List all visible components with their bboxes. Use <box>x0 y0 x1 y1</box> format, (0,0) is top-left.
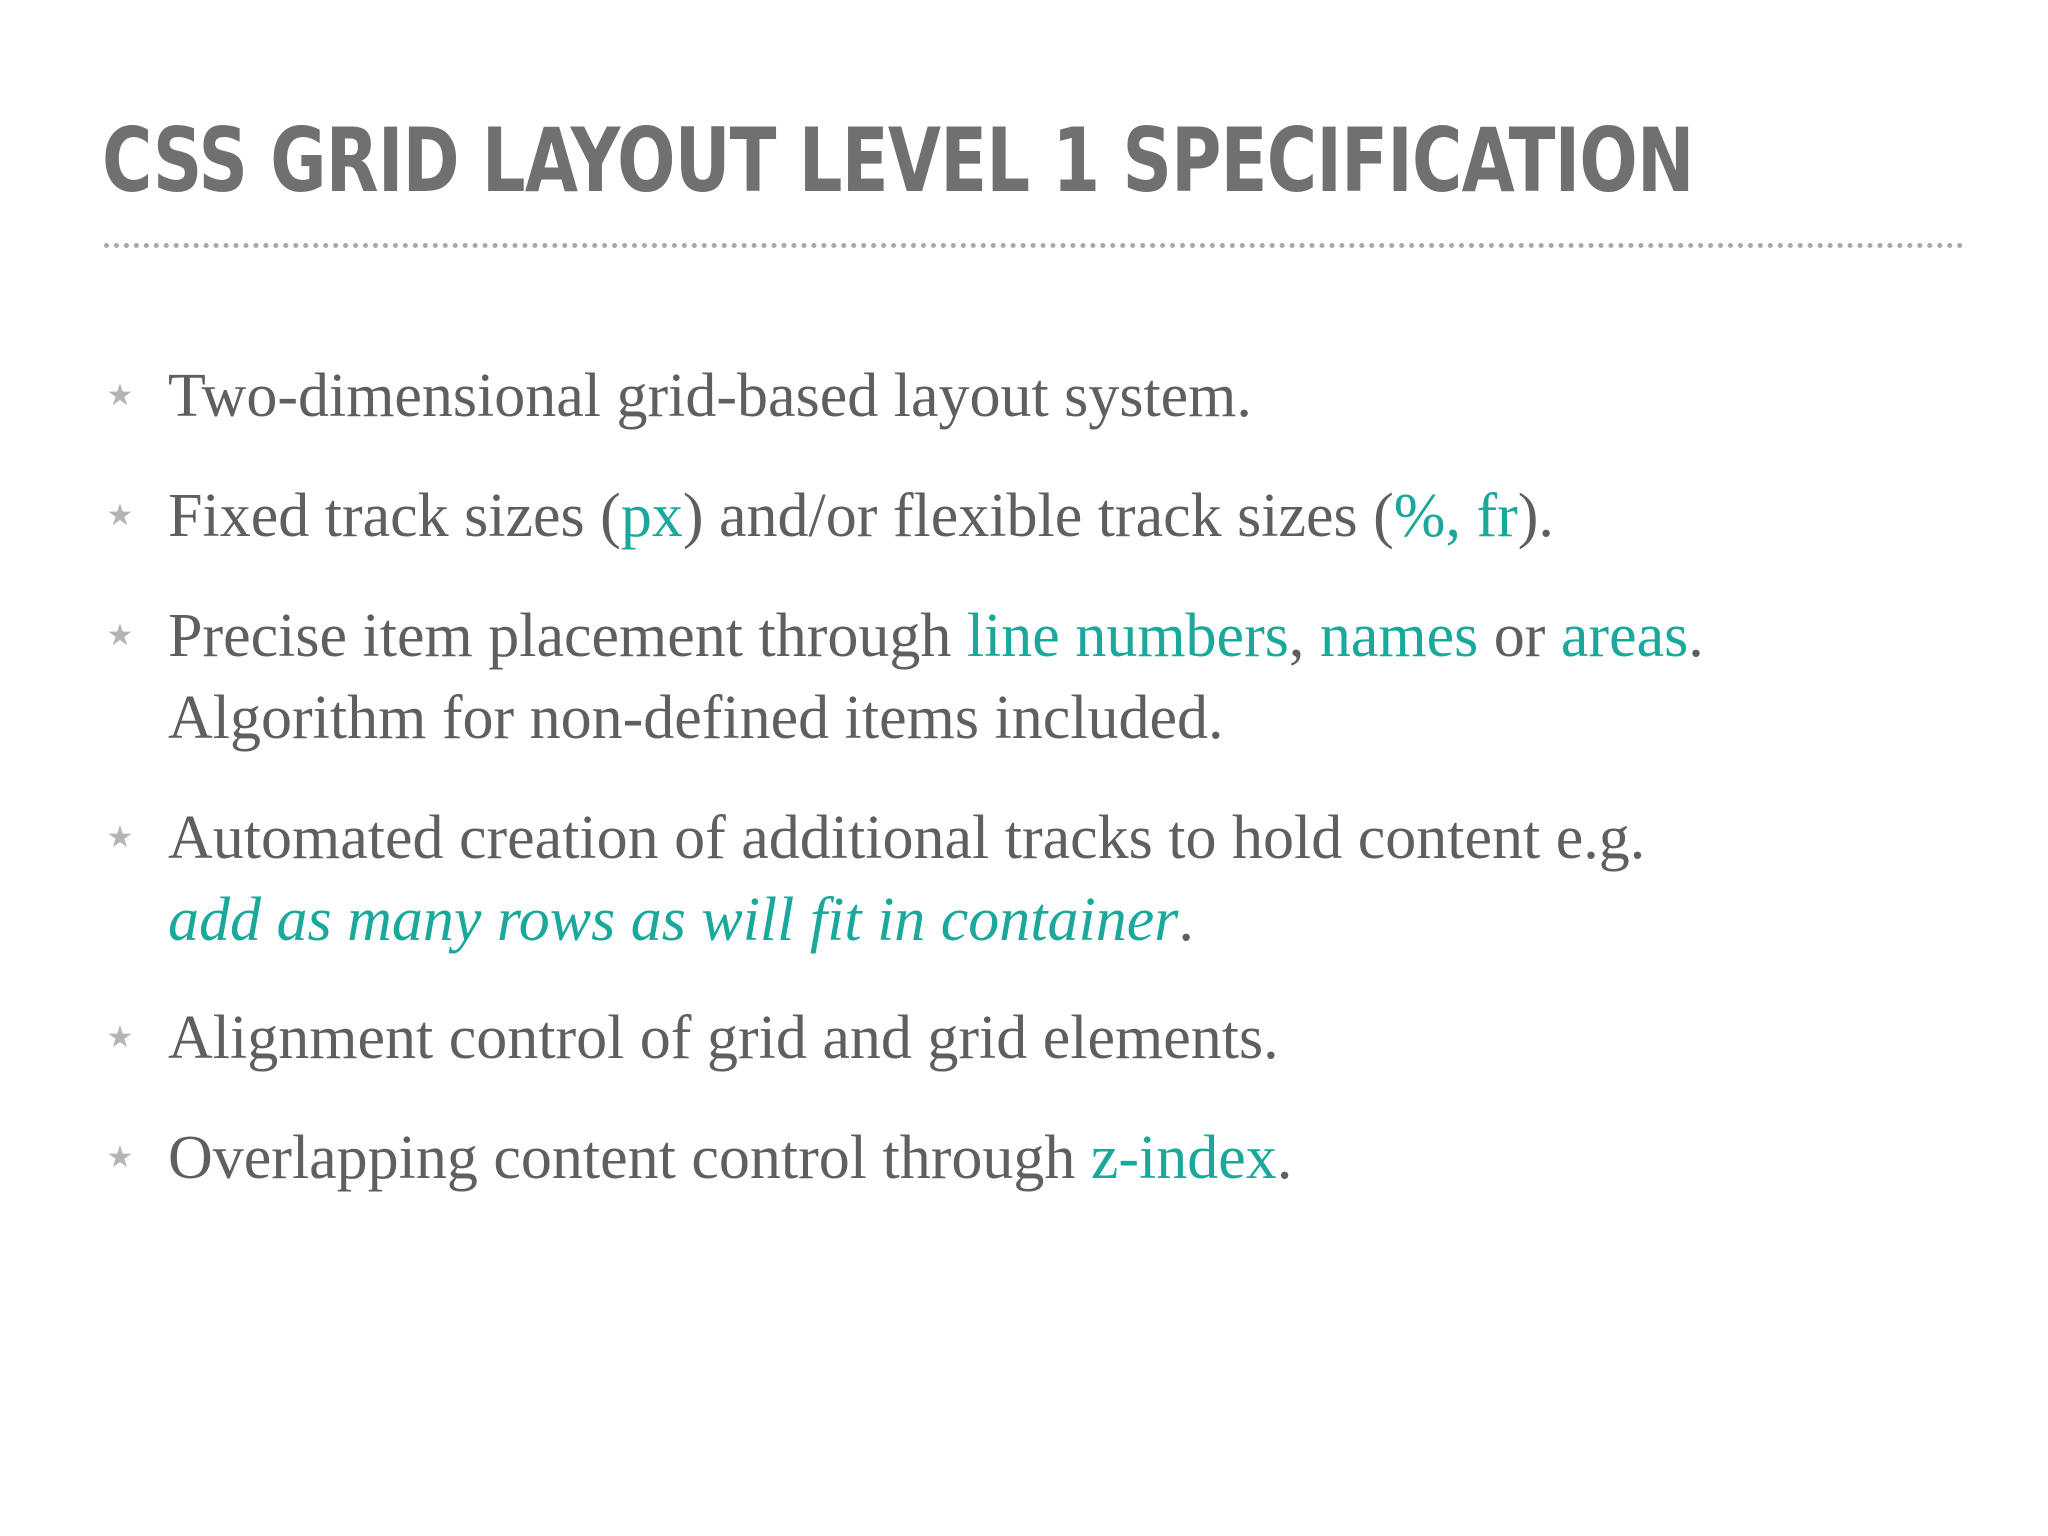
text-segment: ). <box>1517 482 1554 550</box>
bullet-text <box>168 997 1918 1079</box>
highlight-percent-fr: %, fr <box>1393 482 1518 550</box>
bullet-line: Automated creation of additional tracks to hold content e.g. <box>168 804 1646 872</box>
highlight-line-numbers: line numbers <box>966 602 1289 670</box>
bullet-line: Two-dimensional grid-based layout system. <box>168 362 1252 430</box>
text-segment: . <box>1688 602 1704 670</box>
bullet-text <box>168 797 1918 961</box>
text-segment: Overlapping content control through <box>168 1124 1091 1192</box>
text-segment: or <box>1478 602 1561 670</box>
text-segment: Precise item placement through <box>168 602 967 670</box>
highlight-areas: areas <box>1560 602 1689 670</box>
star-icon: ★ <box>106 378 134 413</box>
highlight-names: names <box>1319 602 1479 670</box>
text-segment: Fixed track sizes ( <box>168 482 621 550</box>
star-icon: ★ <box>106 1020 134 1055</box>
highlight-px: px <box>620 482 683 550</box>
bullet-line <box>168 475 1918 557</box>
title-divider <box>104 243 1964 248</box>
bullet-line: Algorithm for non-defined items included. <box>168 684 1224 752</box>
star-icon: ★ <box>106 498 134 533</box>
star-icon: ★ <box>106 1140 134 1175</box>
highlight-z-index: z-index <box>1090 1124 1277 1192</box>
bullet-line <box>168 1117 1918 1199</box>
text-segment: , <box>1288 602 1320 670</box>
bullet-line: Alignment control of grid and grid elements. <box>168 1004 1279 1072</box>
text-segment: ) and/or flexible track sizes ( <box>682 482 1394 550</box>
star-icon: ★ <box>106 618 134 653</box>
slide-title: CSS GRID LAYOUT LEVEL 1 SPECIFICATION <box>102 109 1694 212</box>
highlight-example-italic: add as many rows as will fit in container <box>168 886 1179 954</box>
bullet-text <box>168 1117 1918 1199</box>
star-icon: ★ <box>106 820 134 855</box>
bullet-text <box>168 475 1918 557</box>
text-segment: . <box>1178 886 1194 954</box>
bullet-text <box>168 355 1918 437</box>
bullet-line <box>168 879 1918 961</box>
text-segment: . <box>1276 1124 1293 1192</box>
bullet-text <box>168 595 1918 759</box>
bullet-line <box>168 595 1918 677</box>
